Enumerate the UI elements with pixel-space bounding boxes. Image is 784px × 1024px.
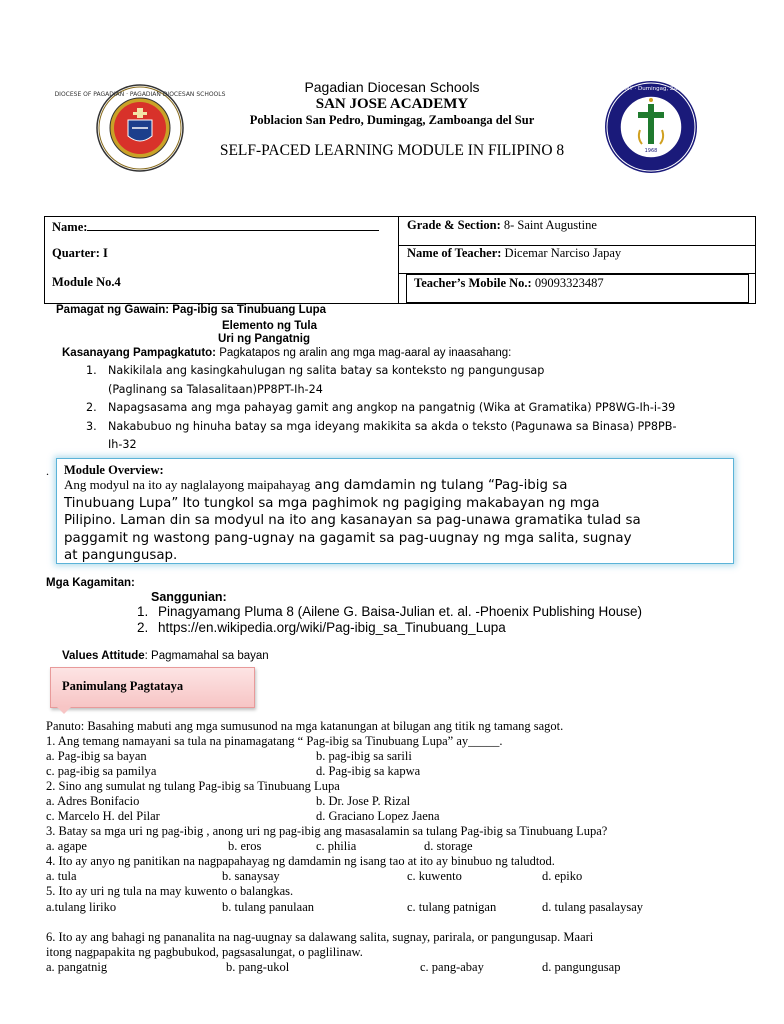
- panimulang-pagtataya-title: Panimulang Pagtataya: [62, 679, 184, 693]
- name-label: Name:: [52, 220, 88, 234]
- overview-line: Pilipino. Laman din sa modyul na ito ang kasanayan sa pag-unawa gramatika tulad sa: [64, 513, 641, 528]
- overview-line: at pangungusap.: [64, 548, 178, 563]
- overview-line-serif: Ang modyul na ito ay naglalayong maipahayag: [64, 477, 311, 492]
- name-field[interactable]: [52, 218, 379, 235]
- grade-value: 8- Saint Augustine: [500, 218, 597, 232]
- objective-text: Nakikilala ang kasingkahulugan ng salita batay sa konteksto ng pangungusap: [108, 364, 545, 377]
- module-title: SELF-PACED LEARNING MODULE IN FILIPINO 8: [219, 142, 565, 159]
- values-text: : Pagmamahal sa bayan: [144, 650, 269, 662]
- objective-text-cont: (Paglinang sa Talasalitaan)PP8PT-Ih-24: [108, 383, 323, 396]
- panuto-instruction: Panuto: Basahing mabuti ang mga sumusunod na mga katanungan at bilugan ang titik ng tamang sagot.: [46, 719, 564, 733]
- mobile-label: Teacher’s Mobile No.:: [414, 276, 532, 290]
- choice-1b[interactable]: b. pag-ibig sa sarili: [316, 749, 412, 763]
- logo-year: 1968: [644, 148, 658, 154]
- choice-4a[interactable]: a. tula: [46, 869, 77, 883]
- choice-1a[interactable]: a. Pag-ibig sa bayan: [46, 749, 147, 763]
- diocese-seal-logo: [54, 84, 226, 172]
- choice-2b[interactable]: b. Dr. Jose P. Rizal: [316, 794, 411, 808]
- objective-num: 2.: [86, 401, 97, 414]
- school-name: SAN JOSE ACADEMY: [315, 96, 469, 112]
- reference-num: 2.: [137, 620, 149, 635]
- choice-6c[interactable]: c. pang-abay: [420, 960, 484, 974]
- kasanayan-text: Pagkatapos ng aralin ang mga mag-aaral ay inaasahang:: [216, 347, 512, 359]
- reference-num: 1.: [137, 604, 149, 619]
- choice-3a[interactable]: a. agape: [46, 839, 87, 853]
- school-network: Pagadian Diocesan Schools: [304, 79, 480, 95]
- name-blank-line[interactable]: [87, 218, 379, 231]
- question-3: 3. Batay sa mga uri ng pag-ibig , anong uri ng pag-ibig ang masasalamin sa tulang Pag-ibig sa Tinubuang Lupa?: [46, 824, 608, 838]
- question-5: 5. Ito ay uri ng tula na may kuwento o balangkas.: [46, 884, 294, 898]
- overview-text: [64, 476, 726, 565]
- objective-text: Napagsasama ang mga pahayag gamit ang angkop na pangatnig (Wika at Gramatika) PP8WG-Ih-i-39: [108, 401, 676, 414]
- teacher-name: [407, 246, 621, 261]
- objective-text-cont: Ih-32: [108, 438, 137, 451]
- reference-link[interactable]: https://en.wikipedia.org/wiki/Pag-ibig_sa_Tinubuang_Lupa: [158, 620, 506, 635]
- choice-3d[interactable]: d. storage: [424, 839, 473, 853]
- values-label: Values Attitude: [62, 650, 145, 662]
- question-6-cont: itong nagpapakita ng pagbubukod, pagsasalungat, o paglilinaw.: [46, 945, 363, 959]
- objective-num: 1.: [86, 364, 97, 377]
- choice-3c[interactable]: c. philia: [316, 839, 357, 853]
- choice-4b[interactable]: b. sanaysay: [222, 869, 280, 883]
- question-1: 1. Ang temang namayani sa tula na pinamagatang “ Pag-ibig sa Tinubuang Lupa” ay_____.: [46, 734, 503, 748]
- kasanayan-label: Kasanayang Pampagkatuto:: [62, 347, 217, 359]
- grade-section: [407, 218, 597, 233]
- overview-title: Module Overview:: [64, 463, 164, 477]
- school-address: Poblacion San Pedro, Dumingag, Zamboanga del Sur: [249, 113, 535, 127]
- gawain-title: Pamagat ng Gawain: Pag-ibig sa Tinubuang Lupa: [56, 304, 327, 316]
- teacher-mobile: [414, 276, 604, 291]
- choice-5d[interactable]: d. tulang pasalaysay: [542, 900, 644, 914]
- choice-1d[interactable]: d. Pag-ibig sa kapwa: [316, 764, 421, 778]
- objective-num: 3.: [86, 420, 97, 433]
- module-number: Module No.4: [52, 275, 121, 289]
- overview-line-sans: ang damdamin ng tulang “Pag-ibig sa: [310, 478, 568, 493]
- kasanayan-heading: [62, 347, 511, 359]
- question-4: 4. Ito ay anyo ng panitikan na nagpapahayag ng damdamin ng isang tao at ito ay binubuo ng taludtod.: [46, 854, 555, 868]
- choice-6d[interactable]: d. pangungusap: [542, 960, 621, 974]
- kagamitan-label: Mga Kagamitan:: [46, 577, 135, 589]
- logo-text: SAN JOSE ACADEMY · Dumingag, Zamboanga del Sur: [577, 86, 725, 92]
- choice-2c[interactable]: c. Marcelo H. del Pilar: [46, 809, 160, 823]
- banner-tail: [56, 706, 72, 714]
- question-6: 6. Ito ay ang bahagi ng pananalita na nag-uugnay sa dalawang salita, sugnay, parirala, or pangungusap. Maari: [46, 930, 594, 944]
- choice-3b[interactable]: b. eros: [228, 839, 262, 853]
- teacher-value: Dicemar Narciso Japay: [501, 246, 622, 260]
- stray-dot: .: [46, 464, 49, 478]
- overview-line: paggamit ng wastong pang-ugnay na gagamit sa pag-uugnay ng mga salita, sugnay: [64, 530, 632, 546]
- gawain-subtitle-1: Elemento ng Tula: [222, 320, 317, 332]
- choice-6b[interactable]: b. pang-ukol: [226, 960, 290, 974]
- table-divider: [398, 216, 399, 303]
- seal-text: DIOCESE OF PAGADIAN · PAGADIAN DIOCESAN SCHOOLS: [54, 91, 226, 98]
- teacher-label: Name of Teacher:: [407, 246, 502, 260]
- objective-text: Nakabubuo ng hinuha batay sa mga ideyang makikita sa akda o teksto (Pagunawa sa Binasa) PP8PB-: [108, 420, 677, 433]
- choice-2a[interactable]: a. Adres Bonifacio: [46, 794, 140, 808]
- gawain-subtitle-2: Uri ng Pangatnig: [218, 333, 310, 345]
- choice-5a[interactable]: a.tulang liriko: [46, 900, 117, 914]
- reference-item: Pinagyamang Pluma 8 (Ailene G. Baisa-Julian et. al. -Phoenix Publishing House): [158, 604, 643, 619]
- mobile-value: 09093323487: [531, 276, 604, 290]
- choice-5c[interactable]: c. tulang patnigan: [407, 900, 497, 914]
- quarter-label: Quarter: I: [52, 246, 108, 260]
- choice-5b[interactable]: b. tulang panulaan: [222, 900, 314, 914]
- san-jose-academy-logo: [577, 80, 725, 174]
- choice-1c[interactable]: c. pag-ibig sa pamilya: [46, 764, 157, 778]
- overview-line: Tinubuang Lupa” Ito tungkol sa mga paghimok ng pagiging makabayan ng mga: [64, 495, 600, 511]
- choice-4d[interactable]: d. epiko: [542, 869, 583, 883]
- overview-line: [64, 476, 726, 495]
- choice-4c[interactable]: c. kuwento: [407, 869, 462, 883]
- sanggunian-label: Sanggunian:: [151, 590, 227, 604]
- values-attitude: [62, 650, 269, 662]
- grade-label: Grade & Section:: [407, 218, 501, 232]
- choice-2d[interactable]: d. Graciano Lopez Jaena: [316, 809, 440, 823]
- choice-6a[interactable]: a. pangatnig: [46, 960, 108, 974]
- question-2: 2. Sino ang sumulat ng tulang Pag-ibig sa Tinubuang Lupa: [46, 779, 340, 793]
